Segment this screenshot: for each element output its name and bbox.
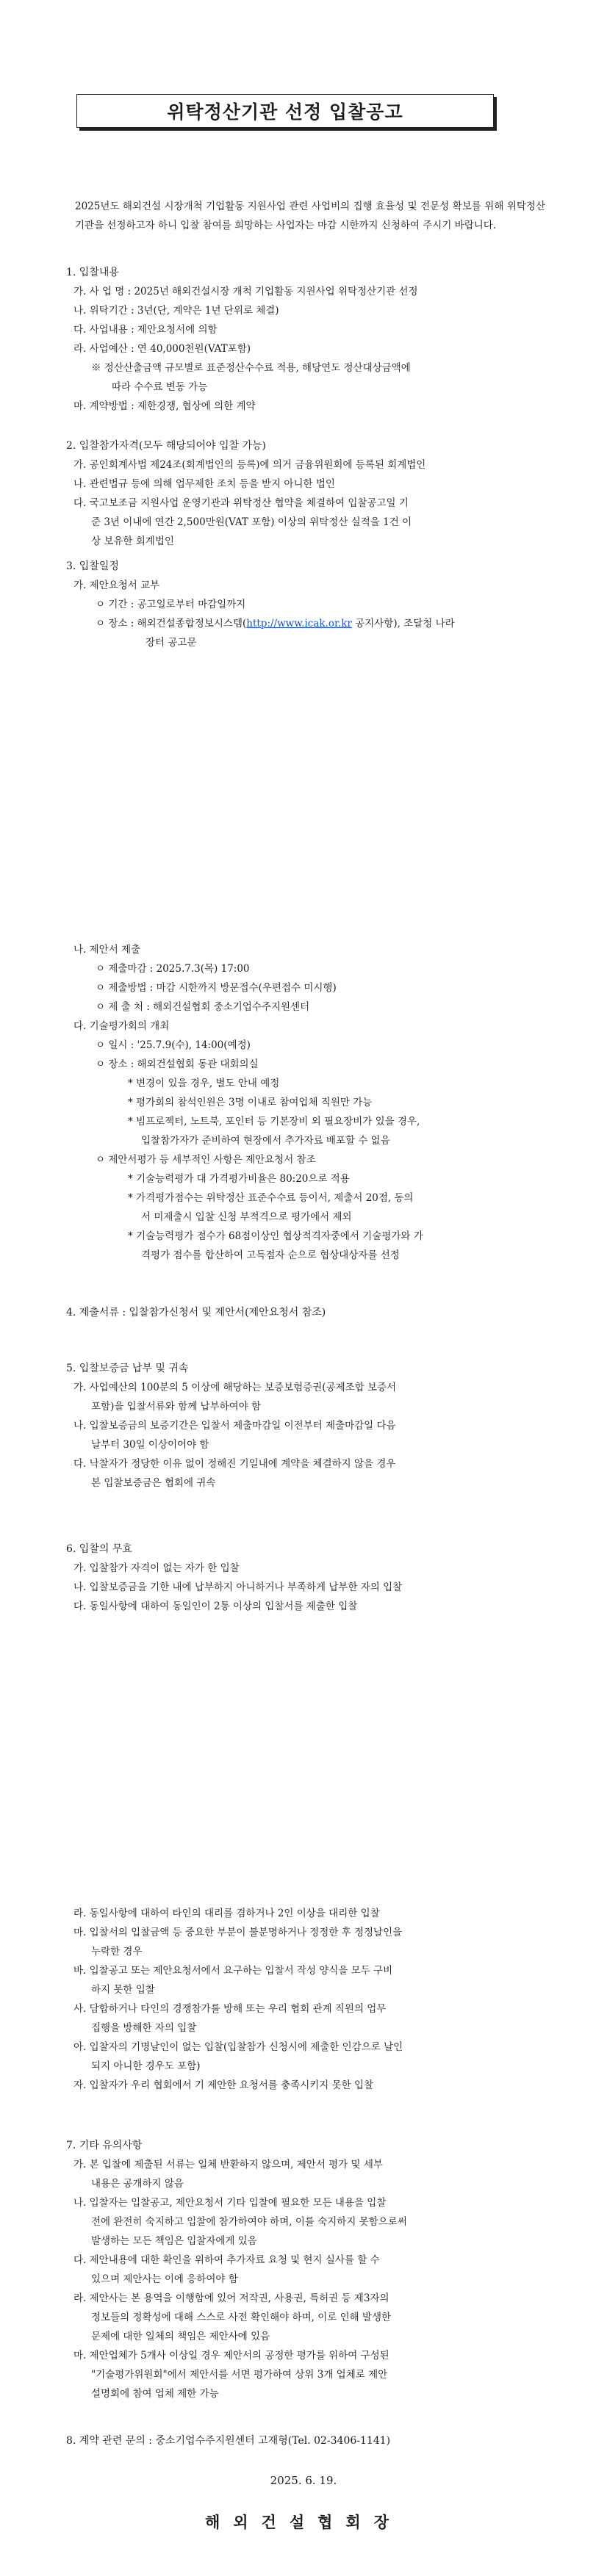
section-3 xyxy=(0,557,607,652)
intro-paragraph xyxy=(75,197,545,235)
section-2-heading: 2. 입찰참가자격(모두 해당되어야 입찰 가능) xyxy=(66,440,266,452)
s7-item-c-line1: 다. 제안내용에 대한 확인을 위하여 추가자료 요청 및 현지 실사를 할 수 xyxy=(73,2254,380,2266)
section-1-heading: 1. 입찰내용 xyxy=(66,267,119,278)
s7-item-d-line1: 라. 제안사는 본 용역을 이행함에 있어 저작권, 사용권, 특허권 등 제3자의 xyxy=(73,2292,389,2304)
section-3-heading: 3. 입찰일정 xyxy=(66,560,119,572)
s3-a-place xyxy=(0,614,607,633)
s5-item-c-line2: 본 입찰보증금은 협회에 귀속 xyxy=(91,1477,216,1489)
s3-a-period: ㅇ 기간 : 공고일로부터 마감일까지 xyxy=(96,599,246,610)
s3-b-method: ㅇ 제출방법 : 마감 시한까지 방문접수(우편접수 미시행) xyxy=(96,982,337,994)
s3-c-note-a: * 변경이 있을 경우, 별도 안내 예정 xyxy=(128,1078,280,1089)
s5-item-b-line1: 나. 입찰보증금의 보증기간은 입찰서 제출마감일 이전부터 제출마감일 다음 xyxy=(73,1420,396,1432)
s1-note-line1: ※ 정산산출금액 규모별로 표준정산수수료 적용, 해당연도 정산대상금액에 xyxy=(91,362,411,374)
s3-c-eval-note-c-line1: * 기술능력평가 점수가 68점이상인 협상적격자중에서 기술평가와 가 xyxy=(128,1230,423,1242)
s5-item-b-line2: 날부터 30일 이상이어야 함 xyxy=(91,1439,209,1451)
section-1 xyxy=(0,263,607,416)
section-5-heading: 5. 입찰보증금 납부 및 귀속 xyxy=(66,1363,189,1374)
s5-item-c-line1: 다. 낙찰자가 정당한 이유 없이 정해진 기일내에 계약을 체결하지 않을 경우 xyxy=(73,1458,396,1470)
s2-item-c-line2: 준 3년 이내에 연간 2,500만원(VAT 포함) 이상의 위탁정산 실적을 1건 이 xyxy=(91,516,412,528)
section-6-continued xyxy=(0,1904,607,2095)
intro-text: 2025년도 해외건설 시장개척 기업활동 지원사업 관련 사업비의 집행 효율성 및 전문성 확보를 위해 위탁정산기관을 선정하고자 하니 입찰 참여를 희망하는 사업자는 마감 시한까지 신청하여 주시기 바랍니다. xyxy=(75,201,545,231)
s1-item-c: 다. 사업내용 : 제안요청서에 의함 xyxy=(73,324,218,336)
s3-item-b: 나. 제안서 제출 xyxy=(73,944,141,956)
s2-item-c-line3: 상 보유한 회계법인 xyxy=(91,535,174,547)
s3-item-a: 가. 제안요청서 교부 xyxy=(73,580,160,591)
s3-c-eval-note-b-line2: 서 미제출시 입찰 신청 부적격으로 평가에서 제외 xyxy=(141,1211,352,1223)
s3-a-place-suffix: 공지사항), 조달청 나라 xyxy=(351,618,455,629)
s6-item-f-line1: 바. 입찰공고 또는 제안요청서에서 요구하는 입찰서 작성 양식을 모두 구비 xyxy=(73,1965,393,1977)
s3-c-note-c-line2: 입찰참가자가 준비하여 현장에서 추가자료 배포할 수 없음 xyxy=(141,1135,390,1147)
notice-date: 2025. 6. 19. xyxy=(270,2474,337,2487)
s6-item-c: 다. 동일사항에 대하여 동일인이 2통 이상의 입찰서를 제출한 입찰 xyxy=(73,1601,358,1612)
section-7 xyxy=(0,2136,607,2403)
s6-item-d: 라. 동일사항에 대하여 타인의 대리를 겸하거나 2인 이상을 대리한 입찰 xyxy=(73,1908,380,1919)
section-8 xyxy=(0,2431,607,2450)
s3-c-eval-note-a: * 기술능력평가 대 가격평가비율은 80:20으로 적용 xyxy=(128,1173,350,1185)
issuing-organization: 해외건설협회장 xyxy=(204,2513,402,2531)
s3-b-destination: ㅇ 제 출 처 : 해외건설협회 중소기업수주지원센터 xyxy=(96,1001,310,1013)
section-8-heading: 8. 계약 관련 문의 : 중소기업수주지원센터 고재형(Tel. 02-3406-1141) xyxy=(66,2435,391,2447)
s3-c-note-c-line1: * 빔프로젝터, 노트북, 포인터 등 기본장비 외 필요장비가 있을 경우, xyxy=(128,1116,420,1128)
s7-item-e-line3: 설명회에 참여 업체 제한 가능 xyxy=(91,2388,219,2400)
s6-item-f-line2: 하지 못한 입찰 xyxy=(91,1984,155,1996)
s3-a-place-cont: 장터 공고문 xyxy=(146,637,197,649)
s6-item-a: 가. 입찰참가 자격이 없는 자가 한 입찰 xyxy=(73,1562,240,1574)
notice-title: 위탁정산기관 선정 입찰공고 xyxy=(76,94,494,128)
s7-item-d-line2: 정보들의 정확성에 대해 스스로 사전 확인해야 하며, 이로 인해 발생한 xyxy=(91,2312,392,2323)
icak-link[interactable]: http://www.icak.or.kr xyxy=(246,618,352,629)
section-2 xyxy=(0,436,607,551)
s1-item-a: 가. 사 업 명 : 2025년 해외건설시장 개척 기업활동 지원사업 위탁정산기관 선정 xyxy=(73,286,418,297)
s5-item-a-line2: 포함)을 입찰서류와 함께 납부하여야 함 xyxy=(91,1401,262,1413)
s3-c-datetime: ㅇ 일시 : '25.7.9(수), 14:00(예정) xyxy=(96,1039,251,1051)
section-6-heading: 6. 입찰의 무효 xyxy=(66,1543,132,1555)
s3-item-c: 다. 기술평가회의 개최 xyxy=(73,1020,170,1032)
section-3-continued xyxy=(0,940,607,1265)
s2-item-b: 나. 관련법규 등에 의해 업무제한 조치 등을 받지 아니한 법인 xyxy=(73,478,335,490)
s6-item-e-line2: 누락한 경우 xyxy=(91,1946,143,1958)
s7-item-c-line2: 있으며 제안사는 이에 응하여야 함 xyxy=(91,2273,238,2285)
s7-item-b-line3: 발생하는 모든 책임은 입찰자에게 있음 xyxy=(91,2235,257,2247)
s6-item-g-line2: 집행을 방해한 자의 입찰 xyxy=(91,2022,197,2034)
section-5 xyxy=(0,1359,607,1493)
section-4-heading: 4. 제출서류 : 입찰참가신청서 및 제안서(제안요청서 참조) xyxy=(66,1307,326,1318)
section-7-heading: 7. 기타 유의사항 xyxy=(66,2140,143,2151)
s3-c-eval: ㅇ 제안서평가 등 세부적인 사항은 제안요청서 참조 xyxy=(96,1154,316,1166)
s3-c-eval-note-c-line2: 격평가 점수를 합산하여 고득점자 순으로 협상대상자를 선정 xyxy=(141,1249,400,1261)
section-4 xyxy=(0,1303,607,1322)
s3-c-eval-note-b-line1: * 가격평가점수는 위탁정산 표준수수료 등이서, 제출서 20점, 동의 xyxy=(128,1192,414,1204)
s1-note-line2: 따라 수수료 변동 가능 xyxy=(112,381,208,393)
s3-c-note-b: * 평가회의 참석인원은 3명 이내로 참여업체 직원만 가능 xyxy=(128,1097,373,1108)
s6-item-b: 나. 입찰보증금을 기한 내에 납부하지 아니하거나 부족하게 납부한 자의 입찰 xyxy=(73,1581,403,1593)
s7-item-e-line1: 마. 제안업체가 5개사 이상일 경우 제안서의 공정한 평가를 위하여 구성된 xyxy=(73,2350,389,2362)
s6-item-h-line1: 아. 입찰자의 기명날인이 없는 입찰(입찰참가 신청시에 제출한 인감으로 날인 xyxy=(73,2041,403,2053)
s7-item-b-line1: 나. 입찰자는 입찰공고, 제안요청서 기타 입찰에 필요한 모든 내용을 입찰 xyxy=(73,2197,387,2209)
s1-item-b: 나. 위탁기간 : 3년(단, 계약은 1년 단위로 체결) xyxy=(73,305,279,317)
s7-item-a-line2: 내용은 공개하지 않음 xyxy=(91,2178,184,2190)
s3-b-deadline: ㅇ 제출마감 : 2025.7.3(목) 17:00 xyxy=(96,963,250,975)
s6-item-g-line1: 사. 담합하거나 타인의 경쟁참가를 방해 또는 우리 협회 관계 직원의 업무 xyxy=(73,2003,387,2015)
s2-item-a: 가. 공인회계사법 제24조(회계법인의 등록)에 의거 금융위원회에 등록된 회계법인 xyxy=(73,459,426,471)
s7-item-b-line2: 전에 완전히 숙지하고 입찰에 참가하여야 하며, 이를 숙지하지 못함으로써 xyxy=(91,2216,407,2228)
section-6 xyxy=(0,1540,607,1616)
s6-item-i: 자. 입찰자가 우리 협회에서 기 제안한 요청서를 충족시키지 못한 입찰 xyxy=(73,2079,374,2091)
s6-item-h-line2: 되지 아니한 경우도 포함) xyxy=(91,2060,201,2072)
s3-a-place-prefix: ㅇ 장소 : 해외건설종합정보시스템( xyxy=(96,618,247,629)
s7-item-d-line3: 문제에 대한 일체의 책임은 제안사에 있음 xyxy=(91,2331,270,2342)
s3-c-venue: ㅇ 장소 : 해외건설협회 동관 대회의실 xyxy=(96,1058,259,1070)
s1-item-e: 마. 계약방법 : 제한경쟁, 협상에 의한 계약 xyxy=(73,400,256,412)
s2-item-c-line1: 다. 국고보조금 지원사업 운영기관과 위탁정산 협약을 체결하여 입찰공고일 기 xyxy=(73,497,409,509)
s6-item-e-line1: 마. 입찰서의 입찰금액 등 중요한 부분이 불분명하거나 정정한 후 정정날인을 xyxy=(73,1927,403,1938)
s7-item-e-line2: "기술평가위원회"에서 제안서를 서면 평가하여 상위 3개 업체로 제안 xyxy=(91,2369,388,2381)
s5-item-a-line1: 가. 사업예산의 100분의 5 이상에 해당하는 보증보험증권(공제조합 보증서 xyxy=(73,1382,397,1393)
s7-item-a-line1: 가. 본 입찰에 제출된 서류는 일체 반환하지 않으며, 제안서 평가 및 세부 xyxy=(73,2159,383,2171)
s1-item-d: 라. 사업예산 : 연 40,000천원(VAT포함) xyxy=(73,343,251,355)
